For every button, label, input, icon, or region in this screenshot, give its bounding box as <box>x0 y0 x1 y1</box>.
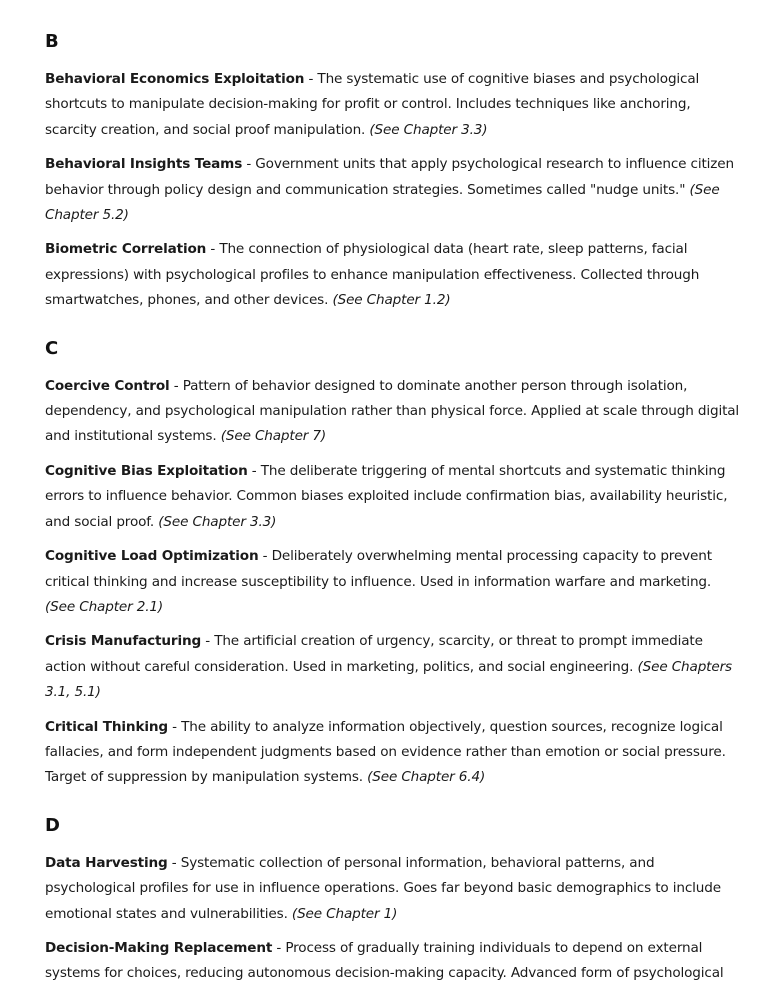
entry-separator: - <box>258 548 272 565</box>
entry-separator: - <box>169 377 183 394</box>
glossary-entry-decision-making-replacement <box>45 936 742 987</box>
glossary-entry-behavioral-insights-teams <box>45 152 742 228</box>
entry-definition: The ability to analyze information objectively, question sources, recognize logical fallacies, and form independent judgments based on evidence rather than emotion or social pressure. Target of suppression by manipulation systems. <box>45 718 726 786</box>
entry-definition: The connection of physiological data (heart rate, sleep patterns, facial expressions) with psychological profiles to enhance manipulation effectiveness. Collected through smartwatches, phones, and other devices. <box>45 241 700 309</box>
entry-chapter-reference: (See Chapter 3.3) <box>158 513 277 530</box>
entry-term: Data Harvesting <box>45 854 168 871</box>
entry-term: Crisis Manufacturing <box>45 633 202 650</box>
entry-chapter-reference: (See Chapter 1.2) <box>332 292 451 309</box>
glossary-entry-data-harvesting <box>45 851 742 927</box>
entry-term: Behavioral Insights Teams <box>45 156 243 173</box>
entry-chapter-reference: (See Chapter 7) <box>220 428 327 445</box>
entry-separator: - <box>167 718 182 735</box>
entry-definition: Systematic collection of personal information, behavioral patterns, and psychological profiles for use in influence operations. Goes far beyond basic demographics to include emotional states and vulnerabilities. <box>45 854 721 922</box>
section-letter-c: C <box>45 337 59 359</box>
section-letter-b: B <box>45 31 59 52</box>
entry-term: Decision-Making Replacement <box>45 939 273 956</box>
entry-term: Cognitive Load Optimization <box>45 548 259 565</box>
glossary-entry-crisis-manufacturing <box>45 629 742 705</box>
entry-definition: The artificial creation of urgency, scarcity, or threat to prompt immediate action without careful consideration. Used in marketing, politics, and social engineering. <box>45 633 703 675</box>
glossary-entry-biometric-correlation <box>45 237 742 313</box>
entry-separator: - <box>167 854 181 871</box>
entry-definition: Deliberately overwhelming mental processing capacity to prevent critical thinking and increase susceptibility to influence. Used in information warfare and marketing. <box>45 548 712 590</box>
entry-separator: - <box>247 462 261 479</box>
entry-separator: - <box>272 939 286 956</box>
entry-term: Cognitive Bias Exploitation <box>45 462 248 479</box>
entry-definition: Process of gradually training individuals to depend on external systems for choices, reducing autonomous decision-making capacity. Advanced form of psychological <box>45 939 724 982</box>
entry-chapter-reference: (See Chapter 2.1) <box>45 598 164 615</box>
entry-term: Biometric Correlation <box>45 241 207 258</box>
entry-definition: The deliberate triggering of mental shortcuts and systematic thinking errors to influence behavior. Common biases exploited include confirmation bias, availability heuristic, and social proof. <box>45 462 728 530</box>
entry-separator: - <box>242 156 256 173</box>
section-letter-d: D <box>45 814 60 836</box>
glossary-entry-behavioral-economics-exploitation <box>45 67 742 143</box>
entry-chapter-reference: (See Chapters 3.1, 5.1) <box>45 658 732 701</box>
entry-term: Critical Thinking <box>45 718 168 735</box>
glossary-entry-cognitive-load-optimization <box>45 544 742 620</box>
entry-definition: Pattern of behavior designed to dominate another person through isolation, dependency, and psychological manipulation rather than physical force. Applied at scale through digital and institutional systems. <box>45 377 740 445</box>
entry-term: Behavioral Economics Exploitation <box>45 71 305 87</box>
entry-separator: - <box>304 71 318 87</box>
entry-term: Coercive Control <box>45 377 170 394</box>
entry-chapter-reference: (See Chapter 6.4) <box>367 769 486 786</box>
entry-chapter-reference: (See Chapter 3.3) <box>369 121 488 138</box>
entry-separator: - <box>206 241 220 258</box>
entry-definition: Government units that apply psychological research to influence citizen behavior through policy design and communication strategies. Sometimes called "nudge units." <box>45 156 734 198</box>
entry-chapter-reference: (See Chapter 1) <box>291 905 398 922</box>
glossary-entry-cognitive-bias-exploitation <box>45 459 742 535</box>
entry-separator: - <box>201 633 215 650</box>
glossary-entry-critical-thinking <box>45 715 742 791</box>
glossary-entry-coercive-control <box>45 374 742 450</box>
entry-chapter-reference: (See Chapter 5.2) <box>45 181 720 224</box>
entry-definition: The systematic use of cognitive biases and psychological shortcuts to manipulate decision-making for profit or control. Includes techniques like anchoring, scarcity creation, and social proof manipulation. <box>45 71 700 138</box>
